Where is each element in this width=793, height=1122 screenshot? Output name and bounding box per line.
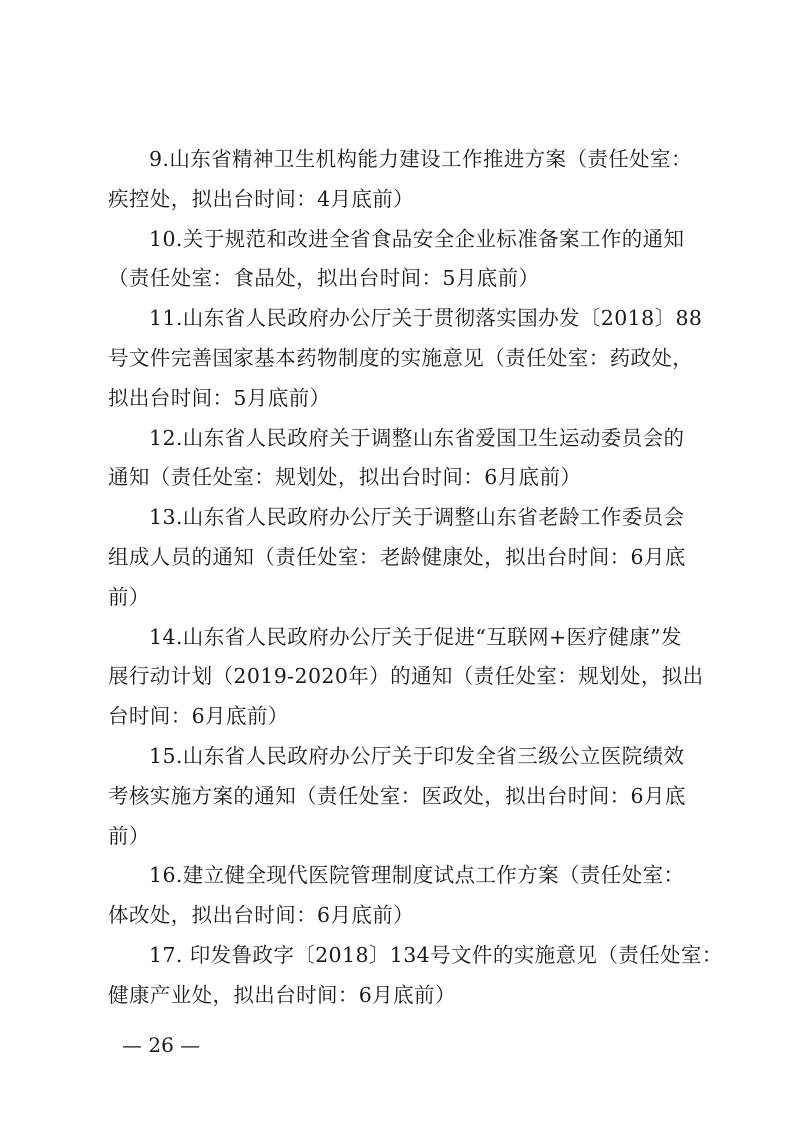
item-line: 17. 印发鲁政字〔2018〕134号文件的实施意见（责任处室： — [149, 942, 723, 967]
item-line: 9.山东省精神卫生机构能力建设工作推进方案（责任处室： — [149, 147, 692, 171]
item-line: 号文件完善国家基本药物制度的实施意见（责任处室：药政处， — [108, 345, 694, 370]
item-line: 前） — [108, 823, 150, 848]
item-line: （责任处室：食品处，拟出台时间：5月底前） — [108, 266, 540, 291]
item-line: 15.山东省人民政府办公厅关于印发全省三级公立医院绩效 — [149, 743, 685, 768]
list-item-10 — [108, 220, 688, 300]
list-item-9 — [108, 140, 692, 220]
list-item-12 — [108, 419, 688, 499]
item-line: 疾控处，拟出台时间：4月底前） — [108, 186, 415, 211]
item-line: 组成人员的通知（责任处室：老龄健康处，拟出台时间：6月底 — [108, 544, 686, 569]
item-line: 台时间：6月底前） — [108, 704, 289, 729]
item-line: 12.山东省人民政府关于调整山东省爱国卫生运动委员会的 — [149, 425, 685, 450]
list-item-15 — [108, 737, 688, 856]
item-line: 拟出台时间：5月底前） — [108, 385, 331, 410]
item-line: 16.建立健全现代医院管理制度试点工作方案（责任处室： — [149, 863, 685, 888]
item-line: 前） — [108, 584, 150, 609]
list-item-13 — [108, 498, 688, 617]
item-line: 通知（责任处室：规划处，拟出台时间：6月底前） — [108, 465, 582, 490]
list-item-14 — [108, 618, 704, 737]
document-body — [108, 140, 723, 1016]
item-line: 健康产业处，拟出台时间：6月底前） — [108, 982, 456, 1007]
item-line: 展行动计划（2019-2020年）的通知（责任处室：规划处，拟出 — [108, 664, 704, 689]
item-line: 10.关于规范和改进全省食品安全企业标准备案工作的通知 — [149, 226, 685, 251]
list-item-17 — [108, 936, 723, 1016]
list-item-16 — [108, 856, 688, 936]
list-item-11 — [108, 299, 703, 418]
page-number: — 26 — — [122, 1033, 201, 1057]
item-line: 11.山东省人民政府办公厅关于贯彻落实国办发〔2018〕88 — [149, 306, 703, 331]
item-line: 体改处，拟出台时间：6月底前） — [108, 903, 415, 928]
item-line: 考核实施方案的通知（责任处室：医政处，拟出台时间：6月底 — [108, 783, 686, 808]
item-line: 13.山东省人民政府办公厅关于调整山东省老龄工作委员会 — [149, 505, 685, 530]
item-line: 14.山东省人民政府办公厅关于促进“互联网+医疗健康”发 — [149, 624, 682, 649]
